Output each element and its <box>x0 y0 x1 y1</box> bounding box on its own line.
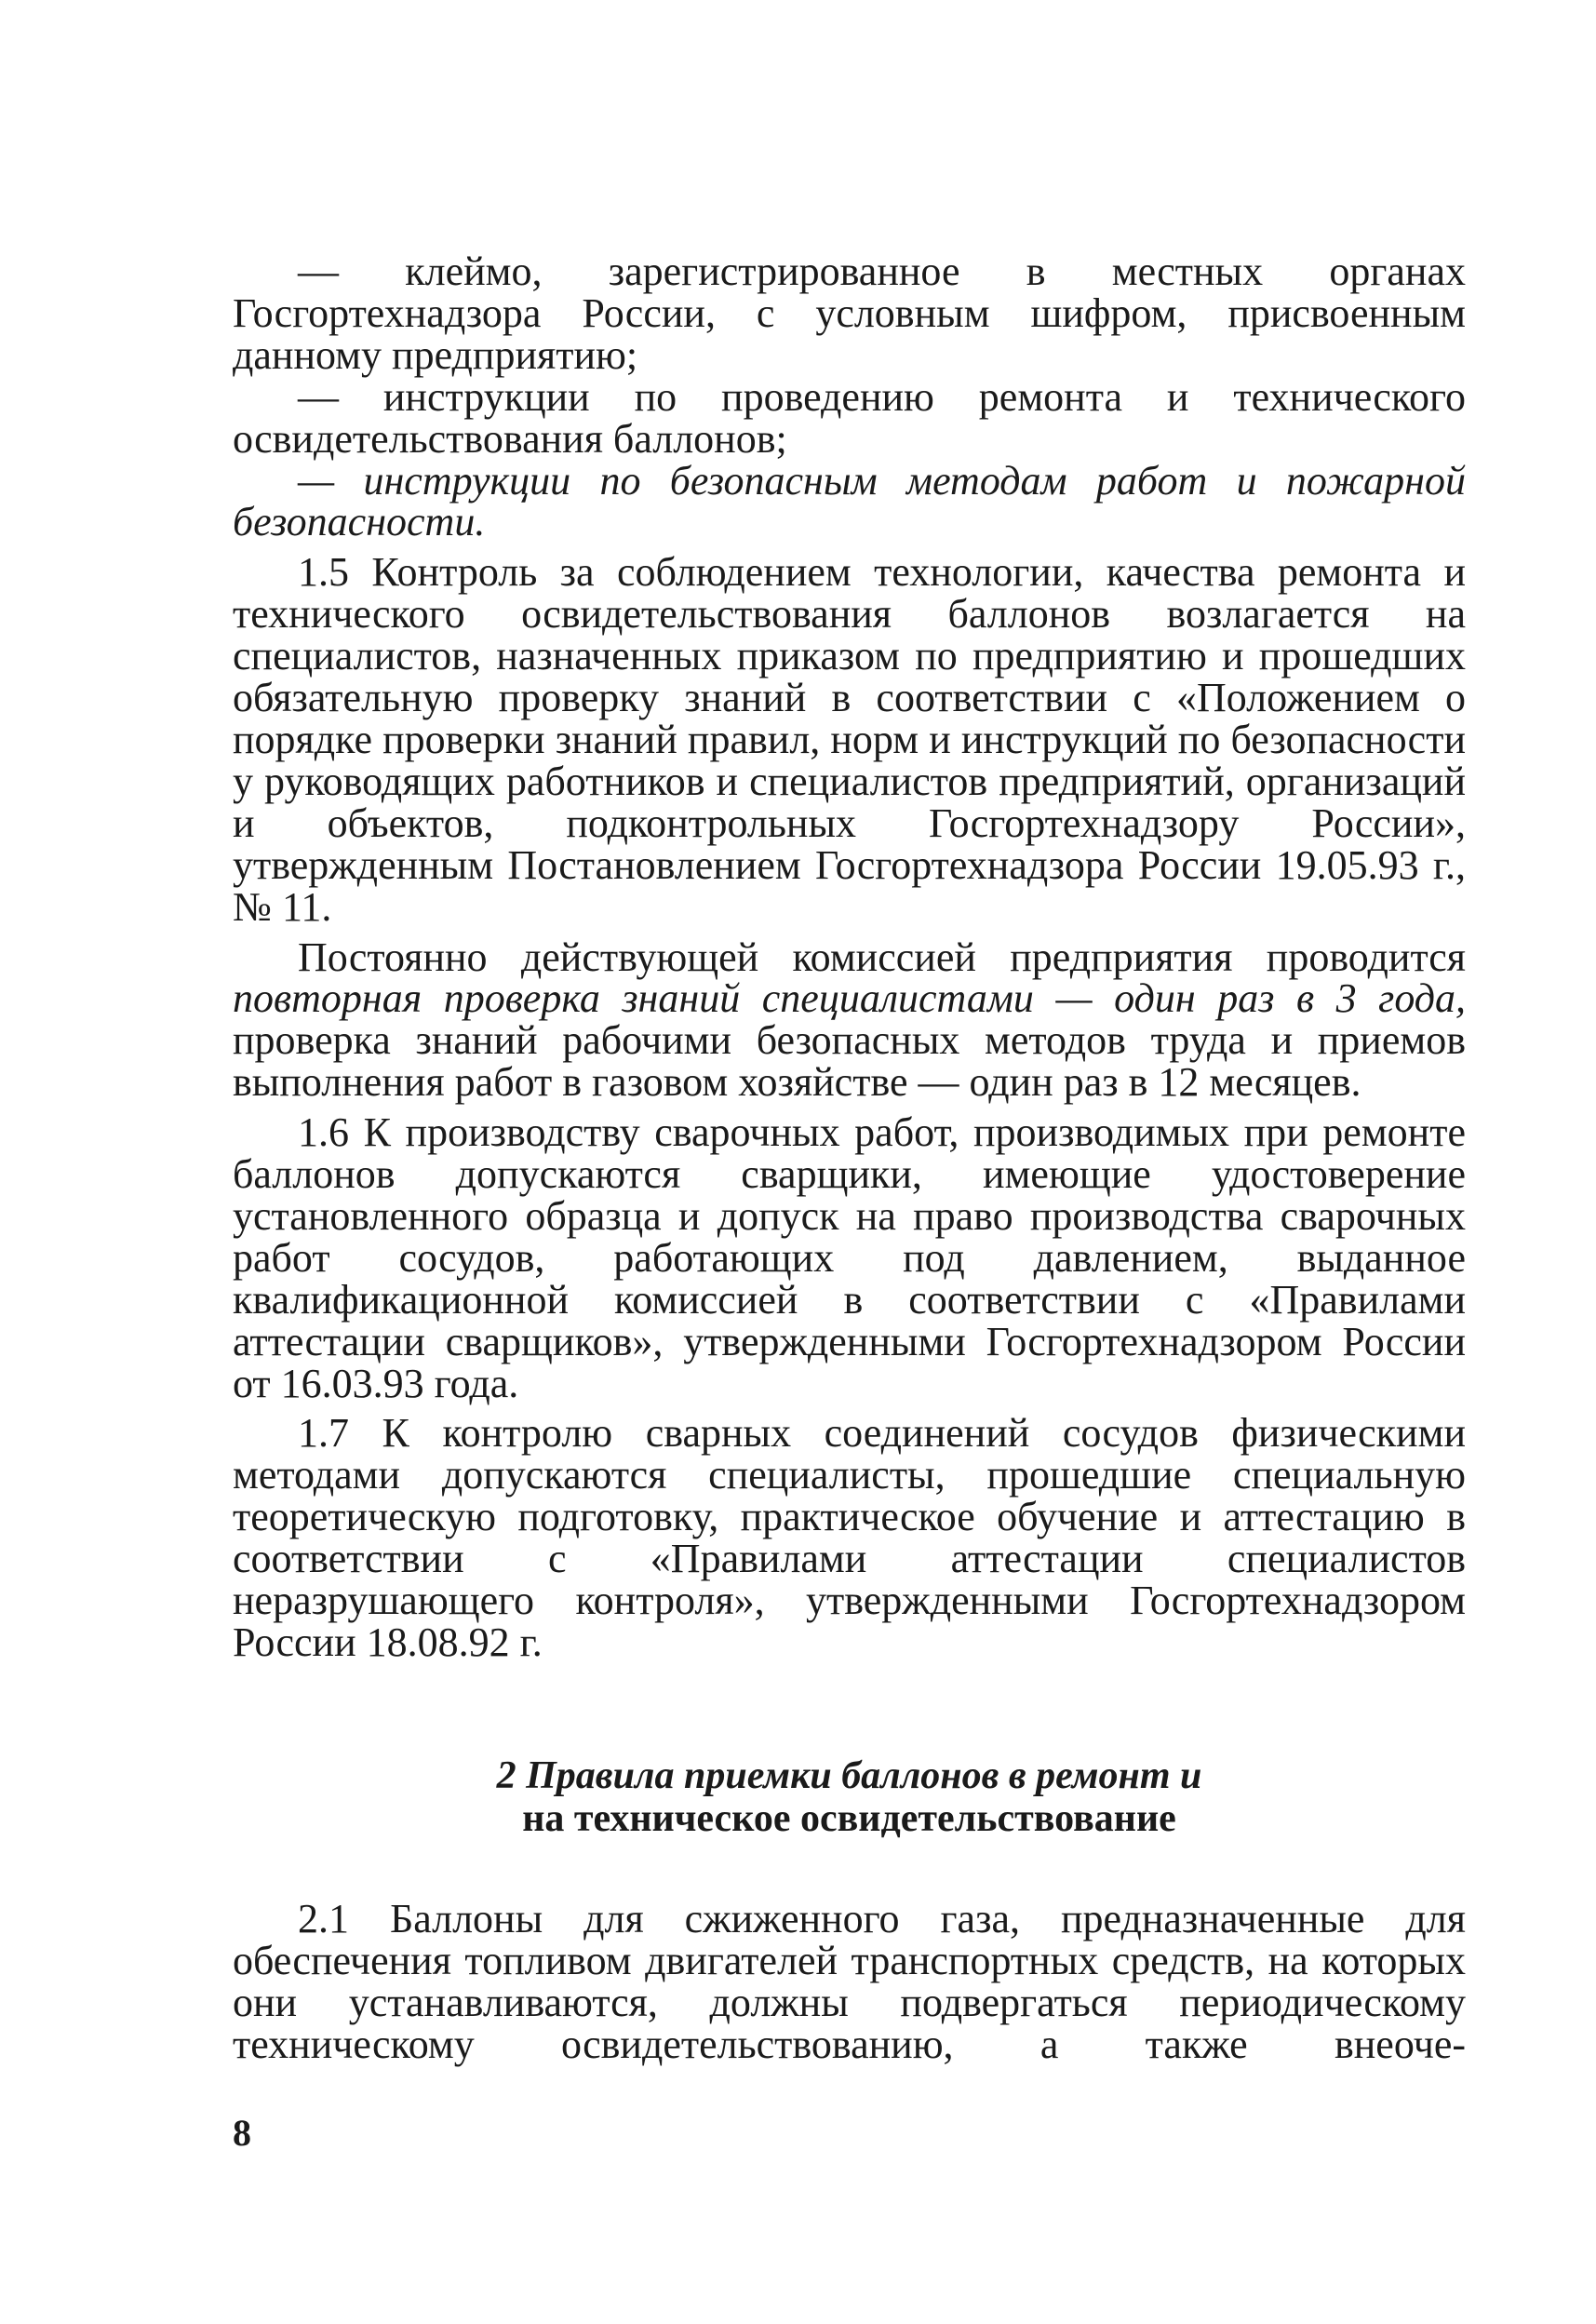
paragraph-2-1: 2.1 Баллоны для сжиженного газа, предназначенные для обеспечения топливом двигателей транспортных средств, на которых они устанавливаются, должны подвергаться периодическому техническому освидетельствованию, а также внеоче- <box>233 1896 1466 2067</box>
section-heading-line-2: на техническое освидетельствование <box>522 1797 1176 1840</box>
commission-text-end: проверка знаний рабочими безопасных методов труда и приемов выполнения работ в газовом хозяйстве — один раз в 12 месяцев. <box>233 1017 1466 1106</box>
page-number: 8 <box>233 2112 251 2154</box>
paragraph-1-6: 1.6 К производству сварочных работ, производимых при ремонте баллонов допускаются сварщики, имеющие удостоверение установленного образца и допуск на право производства сварочных работ сосудов, работающих под давлением, выданное квалификационной комиссией в соответствии с «Правилами аттестации сварщиков», утвержденными Госгортехнадзором России от 16.03.93 года. <box>233 1109 1466 1406</box>
section-2-heading <box>233 1754 1466 1840</box>
commission-text-start: Постоянно действующей комиссией предприятия проводится <box>298 934 1466 980</box>
body-text <box>233 251 1466 1664</box>
list-item-repair-instructions: — инструкции по проведению ремонта и технического освидетельствования баллонов; <box>233 373 1466 462</box>
paragraph-commission <box>233 934 1466 1106</box>
list-item-safety-instructions: — инструкции по безопасным методам работ и пожарной безопасности. <box>233 457 1466 545</box>
section-2-body <box>233 1896 1466 2067</box>
list-item-stamp: — клеймо, зарегистрированное в местных органах Госгортехнадзора России, с условным шифром, присвоенным данному предприятию; <box>233 249 1466 378</box>
paragraph-1-7: 1.7 К контролю сварных соединений сосудов физическими методами допускаются специалисты, прошедшие специальную теоретическую подготовку, практическое обучение и аттестацию в соответствии с «Правилами аттестации специалистов неразрушающего контроля», утвержденными Госгортехнадзором России 18.08.92 г. <box>233 1410 1466 1665</box>
section-heading-line-1: 2 Правила приемки баллонов в ремонт и <box>496 1754 1202 1797</box>
commission-text-italic: повторная проверка знаний специалистами — один раз в 3 года, <box>233 975 1466 1022</box>
paragraph-1-5: 1.5 Контроль за соблюдением технологии, качества ремонта и технического освидетельствования баллонов возлагается на специалистов, назначенных приказом по предприятию и прошедших обязательную проверку знаний в соответствии с «Положением о порядке проверки знаний правил, норм и инструкций по безопасности у руководящих работников и специалистов предприятий, организаций и объектов, подконтрольных Госгортехнадзору России», утвержденным Постановлением Госгортехнадзора России 19.05.93 г., № 11. <box>233 549 1466 930</box>
